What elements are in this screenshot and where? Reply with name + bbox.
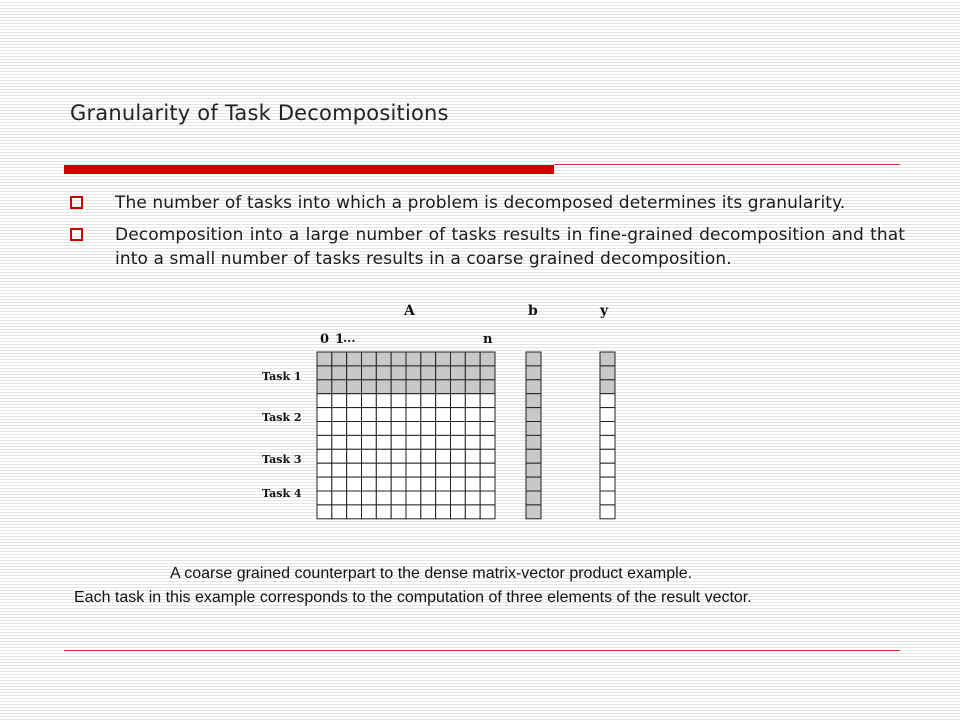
matrix-cell bbox=[465, 477, 480, 491]
bullet-text: The number of tasks into which a problem is decomposed determines its granularity. bbox=[115, 193, 846, 213]
matrix-cell bbox=[347, 477, 362, 491]
matrix-cell bbox=[391, 463, 406, 477]
matrix-cell bbox=[362, 491, 377, 505]
column-label-1: 1 bbox=[335, 332, 345, 347]
matrix-cell bbox=[465, 408, 480, 422]
footer-divider-line bbox=[64, 650, 900, 651]
matrix-cell bbox=[391, 366, 406, 380]
vector-y-cell bbox=[600, 408, 615, 422]
vector-b-cell bbox=[526, 491, 541, 505]
matrix-cell bbox=[376, 408, 391, 422]
matrix-cell bbox=[451, 477, 466, 491]
vector-y-cell bbox=[600, 380, 615, 394]
matrix-cell bbox=[421, 422, 436, 436]
matrix-cell bbox=[391, 491, 406, 505]
matrix-cell bbox=[436, 449, 451, 463]
vector-b-cell bbox=[526, 463, 541, 477]
matrix-cell bbox=[391, 394, 406, 408]
matrix-cell bbox=[376, 352, 391, 366]
matrix-cell bbox=[332, 408, 347, 422]
matrix-cell bbox=[406, 463, 421, 477]
matrix-cell bbox=[332, 380, 347, 394]
matrix-cell bbox=[480, 491, 495, 505]
bullet-text: Decomposition into a large number of tasks results in fine-grained decomposition and that into a small number of tasks results in a coarse grained decomposition. bbox=[115, 225, 905, 269]
matrix-cell bbox=[436, 422, 451, 436]
vector-b-label: b bbox=[528, 303, 538, 319]
matrix-cell bbox=[317, 380, 332, 394]
matrix-cell bbox=[376, 366, 391, 380]
matrix-cell bbox=[451, 463, 466, 477]
matrix-cell bbox=[465, 422, 480, 436]
matrix-cell bbox=[362, 477, 377, 491]
matrix-cell bbox=[317, 394, 332, 408]
matrix-cell bbox=[317, 449, 332, 463]
matrix-cell bbox=[465, 394, 480, 408]
matrix-cell bbox=[451, 435, 466, 449]
matrix-a-grid bbox=[317, 352, 495, 519]
vector-y-cell bbox=[600, 394, 615, 408]
matrix-cell bbox=[480, 394, 495, 408]
matrix-cell bbox=[347, 352, 362, 366]
matrix-cell bbox=[436, 505, 451, 519]
matrix-cell bbox=[465, 449, 480, 463]
matrix-cell bbox=[451, 394, 466, 408]
matrix-cell bbox=[376, 394, 391, 408]
vector-y-cell bbox=[600, 505, 615, 519]
vector-y-cell bbox=[600, 366, 615, 380]
matrix-cell bbox=[465, 463, 480, 477]
vector-b-cell bbox=[526, 477, 541, 491]
matrix-cell bbox=[465, 435, 480, 449]
matrix-cell bbox=[406, 380, 421, 394]
matrix-cell bbox=[332, 463, 347, 477]
matrix-cell bbox=[347, 422, 362, 436]
task-label-2: Task 2 bbox=[262, 411, 302, 424]
matrix-cell bbox=[376, 422, 391, 436]
vector-b-cell bbox=[526, 449, 541, 463]
matrix-cell bbox=[362, 463, 377, 477]
matrix-cell bbox=[391, 352, 406, 366]
matrix-cell bbox=[480, 366, 495, 380]
matrix-cell bbox=[376, 505, 391, 519]
matrix-cell bbox=[376, 380, 391, 394]
column-label-ellipsis: ... bbox=[343, 331, 356, 345]
matrix-cell bbox=[436, 463, 451, 477]
matrix-cell bbox=[451, 505, 466, 519]
vector-b-cell bbox=[526, 352, 541, 366]
matrix-cell bbox=[480, 380, 495, 394]
matrix-cell bbox=[406, 491, 421, 505]
matrix-cell bbox=[391, 477, 406, 491]
matrix-cell bbox=[465, 366, 480, 380]
matrix-cell bbox=[332, 352, 347, 366]
matrix-cell bbox=[421, 477, 436, 491]
matrix-cell bbox=[451, 366, 466, 380]
matrix-cell bbox=[421, 366, 436, 380]
matrix-cell bbox=[436, 408, 451, 422]
caption-line-1: A coarse grained counterpart to the dense matrix-vector product example. bbox=[170, 565, 693, 582]
matrix-cell bbox=[317, 463, 332, 477]
matrix-cell bbox=[406, 435, 421, 449]
matrix-cell bbox=[421, 352, 436, 366]
matrix-cell bbox=[406, 505, 421, 519]
matrix-cell bbox=[376, 491, 391, 505]
column-label-n: n bbox=[483, 332, 493, 347]
matrix-cell bbox=[465, 505, 480, 519]
matrix-cell bbox=[362, 366, 377, 380]
vector-y-label: y bbox=[600, 303, 609, 319]
matrix-cell bbox=[347, 408, 362, 422]
vector-b-cell bbox=[526, 380, 541, 394]
task-label-4: Task 4 bbox=[262, 487, 302, 500]
matrix-cell bbox=[451, 422, 466, 436]
matrix-cell bbox=[317, 422, 332, 436]
matrix-cell bbox=[436, 394, 451, 408]
matrix-cell bbox=[362, 435, 377, 449]
matrix-cell bbox=[347, 394, 362, 408]
matrix-cell bbox=[332, 491, 347, 505]
matrix-cell bbox=[436, 366, 451, 380]
matrix-cell bbox=[436, 491, 451, 505]
matrix-cell bbox=[376, 435, 391, 449]
matrix-cell bbox=[421, 463, 436, 477]
matrix-cell bbox=[391, 435, 406, 449]
matrix-cell bbox=[451, 491, 466, 505]
matrix-cell bbox=[317, 435, 332, 449]
matrix-cell bbox=[376, 477, 391, 491]
matrix-cell bbox=[421, 380, 436, 394]
matrix-cell bbox=[421, 394, 436, 408]
matrix-cell bbox=[406, 422, 421, 436]
matrix-cell bbox=[480, 408, 495, 422]
matrix-cell bbox=[391, 408, 406, 422]
matrix-cell bbox=[347, 505, 362, 519]
caption-line-2: Each task in this example corresponds to the computation of three elements of the result vector. bbox=[74, 589, 752, 606]
matrix-cell bbox=[362, 408, 377, 422]
matrix-cell bbox=[362, 352, 377, 366]
matrix-cell bbox=[332, 477, 347, 491]
matrix-cell bbox=[421, 408, 436, 422]
vector-b-cell bbox=[526, 366, 541, 380]
matrix-cell bbox=[480, 449, 495, 463]
vector-y-cell bbox=[600, 477, 615, 491]
matrix-cell bbox=[332, 394, 347, 408]
matrix-cell bbox=[391, 380, 406, 394]
vector-y-cell bbox=[600, 449, 615, 463]
vector-b-cell bbox=[526, 505, 541, 519]
matrix-cell bbox=[406, 394, 421, 408]
matrix-cell bbox=[436, 380, 451, 394]
matrix-cell bbox=[406, 366, 421, 380]
slide-title: Granularity of Task Decompositions bbox=[70, 101, 449, 125]
matrix-cell bbox=[362, 380, 377, 394]
vector-b-grid bbox=[526, 352, 541, 519]
matrix-cell bbox=[436, 435, 451, 449]
matrix-a-label: A bbox=[404, 303, 415, 319]
matrix-cell bbox=[451, 408, 466, 422]
matrix-cell bbox=[421, 449, 436, 463]
matrix-cell bbox=[362, 505, 377, 519]
matrix-cell bbox=[480, 352, 495, 366]
matrix-cell bbox=[451, 380, 466, 394]
matrix-cell bbox=[480, 435, 495, 449]
matrix-cell bbox=[406, 477, 421, 491]
vector-b-cell bbox=[526, 422, 541, 436]
matrix-cell bbox=[421, 505, 436, 519]
task-label-1: Task 1 bbox=[262, 370, 302, 383]
matrix-cell bbox=[376, 463, 391, 477]
matrix-cell bbox=[332, 422, 347, 436]
matrix-cell bbox=[332, 449, 347, 463]
matrix-cell bbox=[465, 352, 480, 366]
matrix-cell bbox=[406, 352, 421, 366]
matrix-cell bbox=[436, 352, 451, 366]
matrix-cell bbox=[480, 422, 495, 436]
vector-b-cell bbox=[526, 408, 541, 422]
matrix-cell bbox=[347, 463, 362, 477]
vector-y-grid bbox=[600, 352, 615, 519]
matrix-cell bbox=[347, 366, 362, 380]
matrix-cell bbox=[480, 477, 495, 491]
matrix-cell bbox=[465, 380, 480, 394]
vector-y-cell bbox=[600, 435, 615, 449]
matrix-cell bbox=[362, 394, 377, 408]
matrix-cell bbox=[376, 449, 391, 463]
matrix-cell bbox=[421, 435, 436, 449]
matrix-cell bbox=[451, 352, 466, 366]
matrix-cell bbox=[317, 505, 332, 519]
matrix-cell bbox=[465, 491, 480, 505]
matrix-cell bbox=[406, 449, 421, 463]
matrix-cell bbox=[362, 422, 377, 436]
matrix-cell bbox=[347, 491, 362, 505]
matrix-cell bbox=[451, 449, 466, 463]
matrix-cell bbox=[332, 366, 347, 380]
vector-y-cell bbox=[600, 491, 615, 505]
vector-y-cell bbox=[600, 463, 615, 477]
matrix-cell bbox=[480, 505, 495, 519]
column-label-0: 0 bbox=[320, 332, 330, 347]
vector-b-cell bbox=[526, 394, 541, 408]
figure-caption bbox=[74, 562, 894, 610]
matrix-cell bbox=[391, 422, 406, 436]
matrix-cell bbox=[421, 491, 436, 505]
matrix-cell bbox=[480, 463, 495, 477]
matrix-cell bbox=[406, 408, 421, 422]
task-label-3: Task 3 bbox=[262, 453, 302, 466]
matrix-cell bbox=[317, 352, 332, 366]
matrix-cell bbox=[436, 477, 451, 491]
matrix-cell bbox=[317, 491, 332, 505]
vector-b-cell bbox=[526, 435, 541, 449]
matrix-cell bbox=[347, 435, 362, 449]
matrix-cell bbox=[347, 449, 362, 463]
matrix-cell bbox=[391, 449, 406, 463]
vector-y-cell bbox=[600, 352, 615, 366]
matrix-cell bbox=[317, 366, 332, 380]
matrix-cell bbox=[317, 477, 332, 491]
vector-y-cell bbox=[600, 422, 615, 436]
matrix-cell bbox=[347, 380, 362, 394]
matrix-cell bbox=[332, 505, 347, 519]
matrix-cell bbox=[391, 505, 406, 519]
matrix-cell bbox=[362, 449, 377, 463]
matrix-cell bbox=[332, 435, 347, 449]
matrix-cell bbox=[317, 408, 332, 422]
